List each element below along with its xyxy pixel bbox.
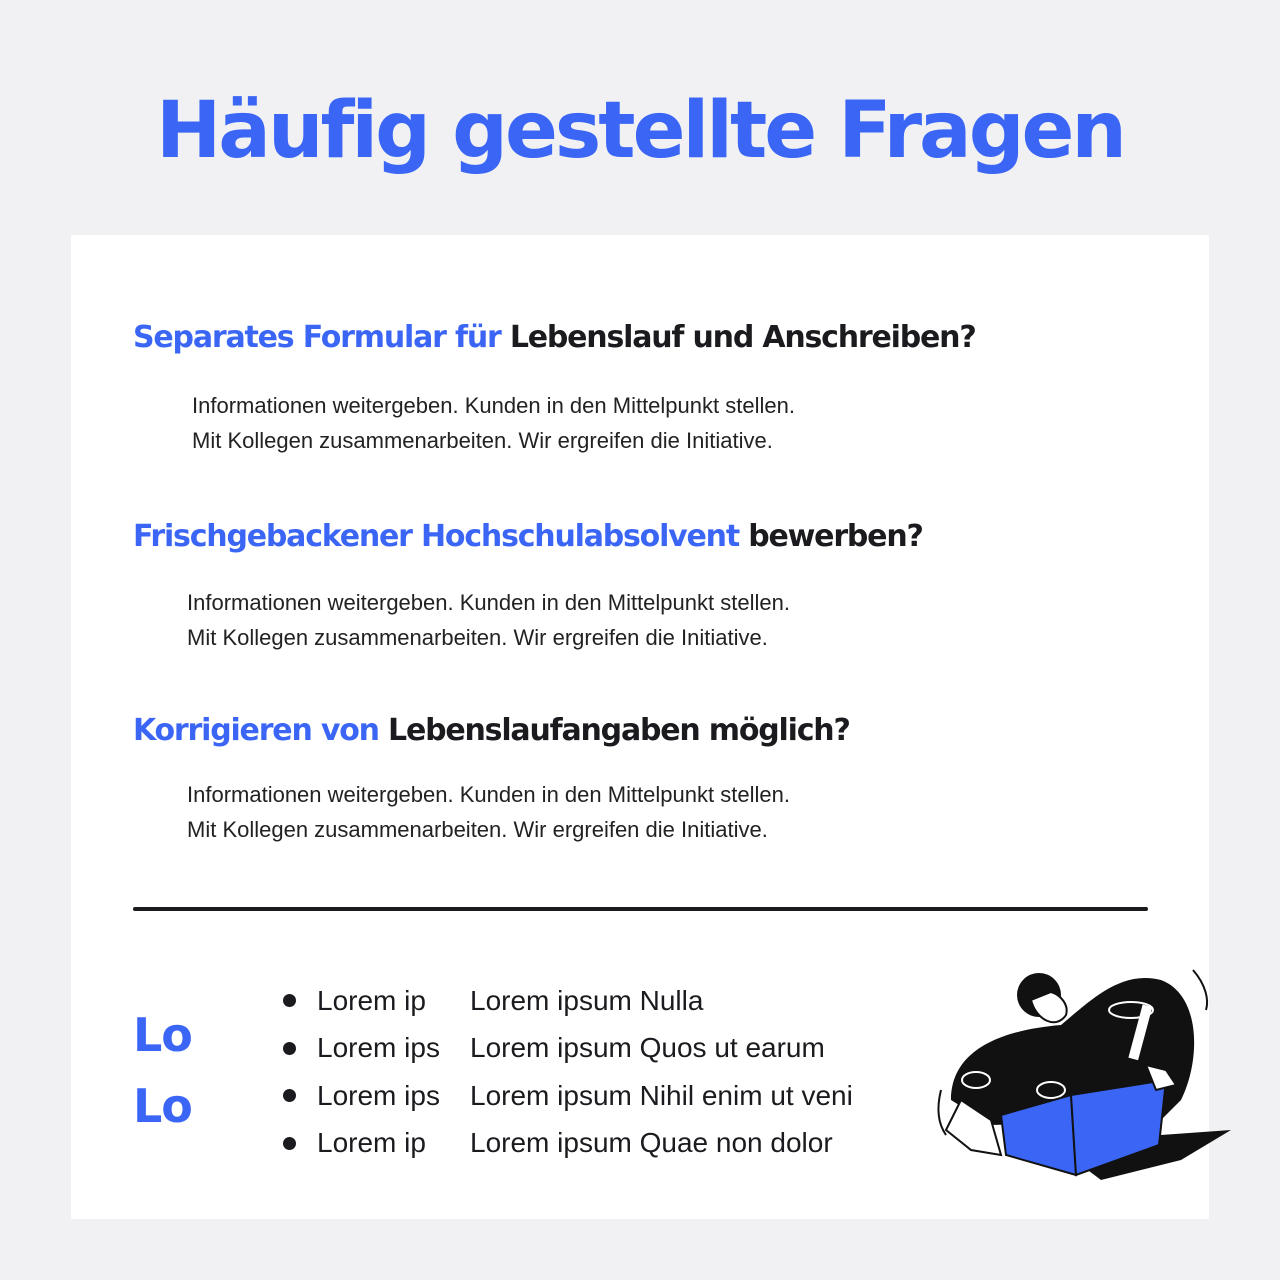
list-item (283, 1120, 853, 1168)
answer-line: Mit Kollegen zusammenarbeiten. Wir ergreifen die Initiative. (187, 817, 768, 842)
question-rest: Lebenslaufangaben möglich? (388, 713, 850, 748)
faq-question-1 (133, 320, 976, 355)
item-key: Lorem ips (317, 1032, 440, 1064)
answer-line: Informationen weitergeben. Kunden in den Mittelpunkt stellen. (187, 590, 790, 615)
item-value: Lorem ipsum Nulla (470, 984, 704, 1016)
bullet-icon (283, 994, 296, 1007)
person-opening-box-illustration (931, 950, 1241, 1195)
footer-label-2: Lo (133, 1079, 192, 1133)
item-key: Lorem ips (317, 1079, 440, 1111)
item-key: Lorem ip (317, 984, 426, 1016)
item-key: Lorem ip (317, 1127, 426, 1159)
question-rest: Lebenslauf und Anschreiben? (509, 320, 976, 355)
list-item (283, 977, 853, 1025)
item-value: Lorem ipsum Quae non dolor (470, 1127, 833, 1159)
page-title: Häufig gestellte Fragen (156, 86, 1124, 176)
answer-line: Mit Kollegen zusammenarbeiten. Wir ergreifen die Initiative. (192, 428, 773, 453)
faq-card (71, 235, 1209, 1219)
question-highlight: Frischgebackener Hochschulabsolvent (133, 519, 739, 554)
faq-answer-1 (192, 388, 795, 458)
section-divider (133, 907, 1148, 911)
list-item (283, 1025, 853, 1073)
footer-label-1: Lo (133, 1008, 192, 1062)
question-rest: bewerben? (748, 519, 923, 554)
answer-line: Mit Kollegen zusammenarbeiten. Wir ergreifen die Initiative. (187, 625, 768, 650)
question-highlight: Korrigieren von (133, 713, 379, 748)
faq-answer-3 (187, 777, 790, 847)
item-value: Lorem ipsum Quos ut earum (470, 1032, 825, 1064)
faq-question-2 (133, 519, 923, 554)
item-value: Lorem ipsum Nihil enim ut veni (470, 1079, 853, 1111)
question-highlight: Separates Formular für (133, 320, 501, 355)
answer-line: Informationen weitergeben. Kunden in den Mittelpunkt stellen. (187, 782, 790, 807)
bullet-icon (283, 1089, 296, 1102)
faq-answer-2 (187, 585, 790, 655)
answer-line: Informationen weitergeben. Kunden in den Mittelpunkt stellen. (192, 393, 795, 418)
footer-list (283, 977, 853, 1167)
faq-question-3 (133, 713, 850, 748)
bullet-icon (283, 1137, 296, 1150)
list-item (283, 1072, 853, 1120)
bullet-icon (283, 1042, 296, 1055)
